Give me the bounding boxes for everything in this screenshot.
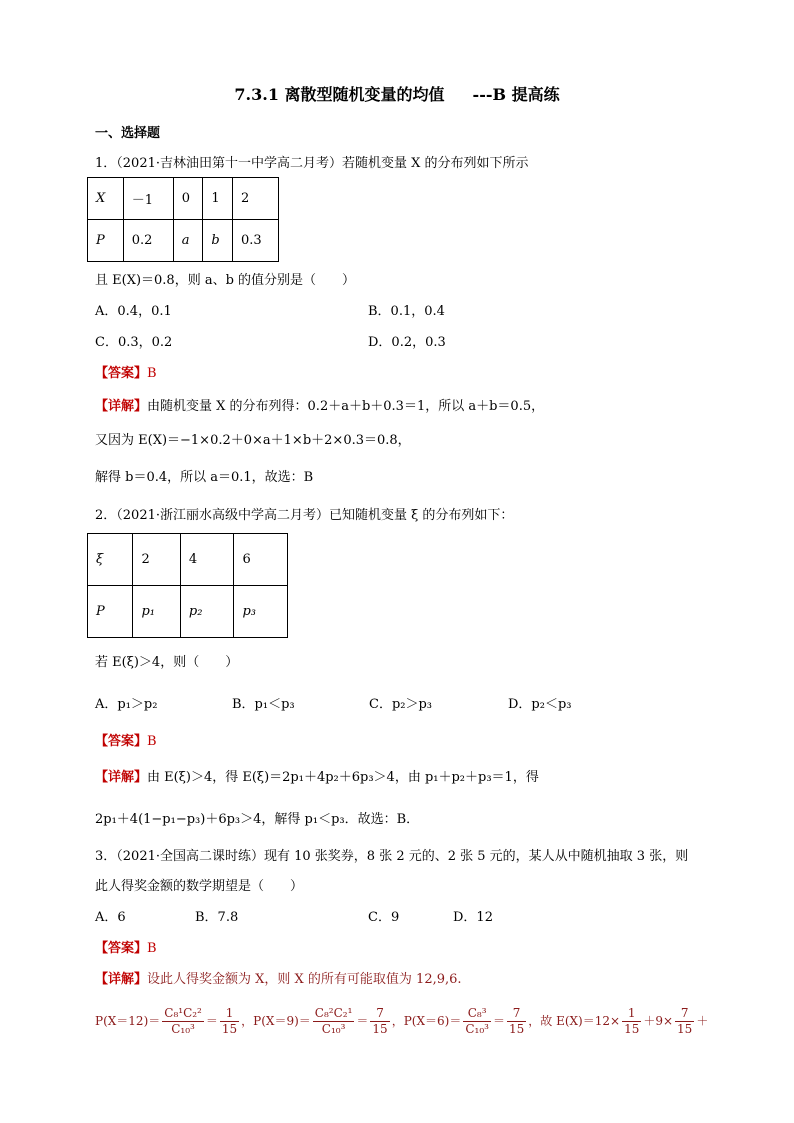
fraction-numerator: 7 xyxy=(370,1006,389,1022)
q2-distribution-table xyxy=(87,533,288,638)
table-cell: 0.3 xyxy=(233,220,279,262)
fraction-numerator: C₈²C₂¹ xyxy=(314,1006,353,1020)
q3-stem-line-2: 此人得奖金额的数学期望是（ ） xyxy=(95,879,304,894)
q1-detail-line-3: 解得 b＝0.4，所以 a＝0.1，故选：B xyxy=(95,470,314,485)
q3-stem-line-1: 3．（2021·全国高二课时练）现有 10 张奖券，8 张 2 元的、2 张 5 元的，某人从中随机抽取 3 张，则 xyxy=(95,849,689,864)
fraction-numerator: 7 xyxy=(507,1006,526,1022)
table-cell: 2 xyxy=(133,534,180,586)
q3-answer xyxy=(95,937,157,956)
formula-text: ＝ xyxy=(356,1014,369,1028)
answer-value: B xyxy=(147,366,157,381)
formula-text: ＋9× xyxy=(643,1014,674,1028)
q3-option-d: D．12 xyxy=(453,910,493,925)
fraction-denominator: 15 xyxy=(508,1022,525,1036)
q1-answer xyxy=(95,362,157,381)
q1-condition: 且 E(X)＝0.8，则 a、b 的值分别是（ ） xyxy=(95,273,356,288)
section-heading: 一、选择题 xyxy=(95,126,161,141)
fraction xyxy=(370,1006,389,1037)
answer-value: B xyxy=(147,941,157,956)
q1-stem: 1．（2021·吉林油田第十一中学高二月考）若随机变量 X 的分布列如下所示 xyxy=(95,156,529,171)
formula-text: ＝ xyxy=(205,1014,218,1028)
q3-detail-line-1 xyxy=(95,968,462,987)
table-cell: ξ xyxy=(88,534,133,586)
q3-option-b: B．7.8 xyxy=(195,910,239,925)
fraction xyxy=(313,1006,355,1037)
title-suffix: ---B 提高练 xyxy=(472,85,560,104)
fraction xyxy=(220,1006,239,1037)
table-cell: b xyxy=(203,220,233,262)
q3-probability-formula xyxy=(95,1006,708,1037)
table-cell: 0 xyxy=(173,178,203,220)
q2-detail-line-2: 2p₁＋4(1−p₁−p₃)＋6p₃＞4，解得 p₁＜p₃．故选：B． xyxy=(95,812,420,827)
fraction-denominator: C₁₀³ xyxy=(321,1022,346,1036)
q1-option-c: C．0.3，0.2 xyxy=(95,335,173,350)
table-cell: P xyxy=(88,220,124,262)
q1-option-d: D．0.2，0.3 xyxy=(368,335,446,350)
fraction xyxy=(622,1006,641,1037)
q1-distribution-table xyxy=(87,177,279,262)
fraction-denominator: 15 xyxy=(677,1022,693,1036)
title-main: 7.3.1 离散型随机变量的均值 xyxy=(234,85,445,104)
detail-text: 设此人得奖金额为 X，则 X 的所有可能取值为 12,9,6. xyxy=(147,972,462,987)
table-cell: X xyxy=(88,178,124,220)
fraction-numerator: 1 xyxy=(622,1006,641,1022)
table-cell: 4 xyxy=(180,534,234,586)
q1-option-b: B．0.1，0.4 xyxy=(368,304,445,319)
detail-text: 由随机变量 X 的分布列得：0.2＋a＋b＋0.3＝1，所以 a＋b＝0.5， xyxy=(147,399,545,414)
q2-option-b: B．p₁＜p₃ xyxy=(232,697,295,712)
answer-value: B xyxy=(147,734,157,749)
answer-label: 【答案】 xyxy=(95,366,148,381)
q2-answer xyxy=(95,730,157,749)
q1-detail-line-1 xyxy=(95,395,544,414)
detail-text: 由 E(ξ)＞4，得 E(ξ)＝2p₁＋4p₂＋6p₃＞4，由 p₁＋p₂＋p₃＝1，得 xyxy=(147,770,539,785)
formula-text: ，P(X＝6)＝ xyxy=(391,1014,462,1028)
q2-option-c: C．p₂＞p₃ xyxy=(369,697,433,712)
answer-label: 【答案】 xyxy=(95,941,148,956)
table-cell: 1 xyxy=(203,178,233,220)
table-cell: p₁ xyxy=(133,586,180,638)
fraction-numerator: 7 xyxy=(675,1006,694,1022)
table-cell: 2 xyxy=(233,178,279,220)
fraction-denominator: 15 xyxy=(624,1022,640,1036)
q2-option-a: A．p₁＞p₂ xyxy=(95,697,158,712)
fraction-denominator: 15 xyxy=(221,1022,238,1036)
fraction-numerator: 1 xyxy=(220,1006,239,1022)
q1-detail-line-2: 又因为 E(X)＝−1×0.2＋0×a＋1×b＋2×0.3＝0.8， xyxy=(95,433,411,448)
fraction xyxy=(162,1006,204,1037)
fraction-denominator: C₁₀³ xyxy=(465,1022,489,1036)
detail-label: 【详解】 xyxy=(95,770,148,785)
table-cell: 6 xyxy=(234,534,288,586)
q2-detail-line-1 xyxy=(95,766,539,785)
fraction xyxy=(675,1006,694,1037)
table-cell: P xyxy=(88,586,133,638)
fraction-denominator: C₁₀³ xyxy=(171,1022,195,1036)
table-cell: p₃ xyxy=(234,586,288,638)
answer-label: 【答案】 xyxy=(95,734,148,749)
fraction-denominator: 15 xyxy=(372,1022,388,1036)
detail-label: 【详解】 xyxy=(95,399,148,414)
q3-option-a: A．6 xyxy=(95,910,126,925)
table-cell: a xyxy=(173,220,203,262)
q2-stem: 2．（2021·浙江丽水高级中学高二月考）已知随机变量 ξ 的分布列如下： xyxy=(95,508,514,523)
formula-text: ，P(X＝9)＝ xyxy=(241,1014,311,1028)
detail-label: 【详解】 xyxy=(95,972,148,987)
formula-text: ，故 E(X)＝12× xyxy=(528,1014,621,1028)
fraction-numerator: C₈³ xyxy=(463,1006,491,1022)
fraction xyxy=(463,1006,491,1037)
formula-text: ＋ xyxy=(696,1014,709,1028)
table-cell: p₂ xyxy=(180,586,234,638)
formula-text: P(X＝12)＝ xyxy=(95,1014,161,1028)
formula-text: ＝ xyxy=(492,1014,505,1028)
q2-option-d: D．p₂＜p₃ xyxy=(508,697,572,712)
q1-option-a: A．0.4，0.1 xyxy=(95,304,172,319)
q2-condition: 若 E(ξ)＞4，则（ ） xyxy=(95,655,239,670)
q3-option-c: C．9 xyxy=(368,910,400,925)
table-cell: －1 xyxy=(123,178,173,220)
page-title xyxy=(0,82,794,105)
fraction-numerator: C₈¹C₂² xyxy=(164,1006,202,1020)
table-cell: 0.2 xyxy=(123,220,173,262)
fraction xyxy=(507,1006,526,1037)
